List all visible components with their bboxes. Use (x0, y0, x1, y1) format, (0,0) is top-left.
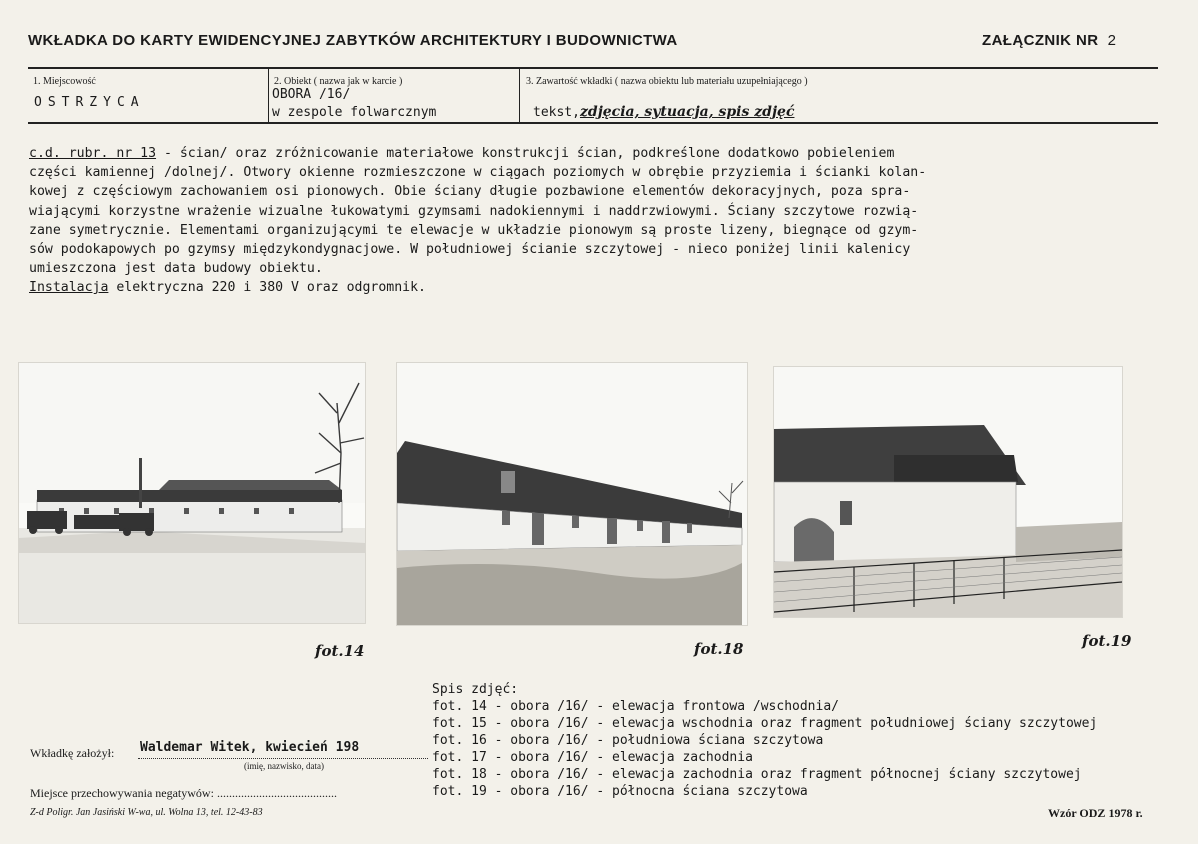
storage-label: Miejsce przechowywania negatywów: ........................................ (30, 786, 337, 800)
list-item: fot. 16 - obora /16/ - południowa ściana szczytowa (432, 733, 824, 748)
field-3-handwriting: zdjęcia, sytuacja, spis zdjęć (579, 104, 795, 120)
list-item: fot. 19 - obora /16/ - północna ściana szczytowa (432, 784, 808, 799)
storage-dots: ........................................ (216, 786, 337, 800)
table-divider-2 (519, 68, 520, 122)
photo-14 (18, 362, 366, 624)
field-3-value: tekst,zdjęcia, sytuacja, spis zdjęć (533, 104, 795, 120)
list-item: fot. 15 - obora /16/ - elewacja wschodnia oraz fragment południowej ściany szczytowej (432, 716, 1098, 731)
author-label: Wkładkę założył: (30, 746, 115, 760)
photo-19-caption: fot.19 (1082, 632, 1132, 650)
photo-18 (396, 362, 748, 626)
photo-19-barn-image (774, 367, 1122, 617)
table-top-rule (28, 67, 1158, 69)
table-divider-1 (268, 68, 269, 122)
author-underline (138, 758, 428, 759)
list-item: fot. 14 - obora /16/ - elewacja frontowa /wschodnia/ (432, 699, 839, 714)
list-item: fot. 17 - obora /16/ - elewacja zachodnia (432, 750, 753, 765)
author-value: Waldemar Witek, kwiecień 198 (140, 740, 360, 755)
list-item: fot. 18 - obora /16/ - elewacja zachodnia oraz fragment północnej ściany szczytowej (432, 767, 1082, 782)
photo-list (432, 681, 1097, 800)
photo-14-barn-image (19, 363, 365, 623)
photo-19 (773, 366, 1123, 618)
author-hint: (imię, nazwisko, data) (244, 761, 324, 771)
field-1-value: OSTRZYCA (34, 95, 145, 110)
field-3-label: 3. Zawartość wkładki ( nazwa obiektu lub materiału uzupełniającego ) (526, 76, 808, 87)
table-bottom-rule (28, 122, 1158, 124)
field-1-label: 1. Miejscowość (33, 76, 96, 87)
field-2-value-line1: OBORA /16/ (272, 87, 351, 102)
annex-label: ZAŁĄCZNIK NR 2 (982, 32, 1117, 49)
field-2-value-line2: w zespole folwarcznym (272, 105, 437, 120)
photo-18-barn-image (397, 363, 747, 625)
photo-list-title: Spis zdjęć: (432, 682, 519, 697)
printer-note: Z-d Poligr. Jan Jasiński W-wa, ul. Wolna 13, tel. 12-43-83 (30, 807, 263, 818)
description-text: c.d. rubr. nr 13 - ścian/ oraz zróżnicowanie materiałowe konstrukcji ścian, podkreślone dodatkowo pobieleniem części kamiennej /dolnej/. Otwory okienne rozmieszczone w ciągach poziomych w obrębie przyziemia i ścianki kolan- kowej z częściowym zachowaniem osi pionowych. Obie ściany długie pozbawione elementów dekoracyjnych, poza spra- wiającymi korzystne wrażenie wizualne łukowatymi gzymsami nadokiennymi i naddrzwiowymi. Ściany szczytowe rozwią- zane symetrycznie. Elementami organizującymi te elewacje w układzie pionowym są proste lizeny, biegnące od gzym- sów podokapowych po gzymsy międzykondygnacjowe. W południowej ścianie szczytowej - nieco poniżej linii kalenicy umieszczona jest data budowy obiektu. Instalacja elektryczna 220 i 380 V oraz odgromnik. (29, 146, 927, 296)
form-version: Wzór ODZ 1978 r. (1048, 806, 1143, 820)
annex-number: 2 (1107, 32, 1117, 49)
field-2-label: 2. Obiekt ( nazwa jak w karcie ) (274, 76, 403, 87)
form-title: WKŁADKA DO KARTY EWIDENCYJNEJ ZABYTKÓW ARCHITEKTURY I BUDOWNICTWA (28, 32, 678, 49)
photo-14-caption: fot.14 (315, 642, 365, 660)
photo-18-caption: fot.18 (694, 640, 744, 658)
